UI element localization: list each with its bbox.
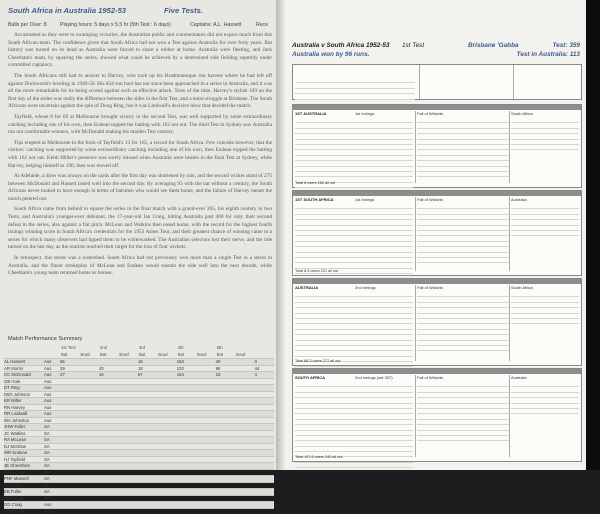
table-cell	[235, 508, 254, 514]
bowling-lines	[511, 204, 579, 236]
table-cell: 4	[255, 372, 274, 379]
table-cell: 18	[138, 365, 157, 372]
table-cell: SA	[44, 450, 60, 457]
playing-hours: Playing hours: 5 days x 5.5 hr (5th Test : 6 days)	[60, 22, 171, 28]
table-cell: AR Morris	[4, 365, 44, 372]
paragraph: Accustomed as they were to swamping victories, the Australian public and commentators did not expect much from this South African team. The confidence given that South Africa had not won a Test against Australia for over forty years. But history was turned on its head as Australia were forced to share a rubber at home. Australia were fleeting, and Jack Cheetham's team, by squaring the series, showed what could be achieved by a determined side fielding superbly under committed captaincy.	[8, 32, 272, 69]
fall-of-wickets-lines	[417, 292, 509, 351]
section-band	[293, 191, 581, 196]
section-band	[293, 369, 581, 374]
table-cell: Aus	[44, 508, 60, 514]
table-cell: 55	[60, 359, 79, 366]
performance-summary-table	[4, 344, 274, 514]
table-cell: SA	[44, 430, 60, 437]
match-info-box	[292, 64, 582, 100]
table-cell: SA	[44, 489, 60, 496]
book-gutter	[276, 0, 286, 470]
captains-continued: Rece	[256, 22, 269, 28]
table-cell: RG Archer	[4, 508, 44, 514]
table-cell: Aus	[44, 378, 60, 385]
table-cell: GB Hole	[4, 378, 44, 385]
table-cell: 67	[138, 372, 157, 379]
subcolumn-header: Bat	[177, 352, 185, 357]
table-cell: 16	[99, 372, 118, 379]
subcolumn-header: Bowl	[197, 352, 207, 357]
table-cell: SA	[44, 437, 60, 444]
subcolumn-header: Bat	[138, 352, 146, 357]
team-innings-title: SOUTH AFRICA	[295, 375, 326, 380]
table-cell	[79, 508, 98, 514]
divider	[419, 65, 420, 99]
innings-label: 1st Innings	[355, 197, 375, 202]
bowling-team-label: Australia	[511, 197, 527, 202]
table-cell: PNF Mansell	[4, 476, 44, 483]
divider	[509, 111, 510, 183]
divider	[415, 197, 416, 271]
table-cell: WA Johnston	[4, 417, 44, 424]
innings-total: Total 88.3 overs 277 all out	[295, 359, 341, 363]
team-innings-title: 1ST AUSTRALIA	[295, 111, 327, 116]
series-format: Five Tests.	[164, 6, 203, 15]
subcolumn-header: Bat	[216, 352, 224, 357]
table-cell: WR Waite	[4, 495, 44, 502]
table-cell: JE Cheetham	[4, 463, 44, 470]
table-cell: Aus	[44, 502, 60, 509]
series-title: South Africa in Australia 1952-53	[8, 6, 127, 15]
table-cell: SA	[44, 482, 60, 489]
table-cell: 163	[177, 359, 196, 366]
right-page	[286, 0, 586, 470]
table-cell	[157, 508, 176, 514]
test-column-header: 5th	[216, 345, 223, 350]
section-band	[293, 279, 581, 284]
header-spacer	[4, 344, 60, 351]
table-cell: 27	[60, 372, 79, 379]
table-cell: DT Ring	[4, 385, 44, 392]
paragraph: In retrospect, this series was a watershed. South Africa had not previously won more than a single Test in a series in Australia, and the fluent strokeplay of McLean and Endean would sustain the side well into the next decade, while Cheetham's young team returned home as heroes.	[8, 255, 272, 277]
fall-of-wickets-label: Fall of Wickets	[417, 111, 444, 116]
table-cell: RR Lindwall	[4, 411, 44, 418]
info-lines	[295, 78, 415, 105]
table-cell	[118, 508, 137, 514]
bowling-team-label: South Africa	[511, 285, 533, 290]
table-cell: JC Watkins	[4, 430, 44, 437]
table-cell: 122	[177, 365, 196, 372]
divider	[415, 285, 416, 361]
book-cover-edge	[586, 0, 600, 470]
table-cell: AR Melle	[4, 482, 44, 489]
divider	[509, 197, 510, 271]
bowling-lines	[511, 118, 579, 150]
table-cell: 154	[177, 372, 196, 379]
table-cell: RN Harvey	[4, 404, 44, 411]
paragraph: The South Africans still had to answer to Harvey, who took up his Bradmanesque run harvest where he had left off against Duckworth's bowling in 1949-50. His 834-run haul has not since been approached in a series in Australia, and it was all the more remarkable for its being scored against such an effective attack. Tests of the time. Harvey's stylish 109 on the first day of the series was really the difference between the sides in the first Test, and a tense struggle at Brisbane. The South Africans were uncertain against the spin of Doug Ring, but it was Lindwall's decisive blow that decided the match.	[8, 72, 272, 110]
venue: Brisbane 'Gabba	[468, 42, 519, 49]
table-cell	[255, 508, 274, 514]
table-cell: DJ McGlew	[4, 443, 44, 450]
table-cell	[196, 508, 215, 514]
divider	[509, 375, 510, 457]
table-cell: SA	[44, 424, 60, 431]
match-conditions	[8, 22, 270, 31]
subcolumn-header: Bat	[99, 352, 107, 357]
subcolumn-header: Bowl	[158, 352, 168, 357]
table-cell: Aus	[44, 404, 60, 411]
subcolumn-header: Bowl	[119, 352, 129, 357]
table-cell: SA	[44, 495, 60, 502]
series-narrative	[8, 32, 272, 281]
innings-label: 2nd Innings (set 337)	[355, 375, 393, 380]
table-cell: WR Endean	[4, 450, 44, 457]
table-cell: 43	[99, 365, 118, 372]
fall-of-wickets-label: Fall of Wickets	[417, 375, 444, 380]
innings-total: Total 107.6 overs 240 all out	[295, 455, 343, 459]
table-cell: SA	[44, 476, 60, 483]
table-cell: JHW Fuller	[4, 424, 44, 431]
table-cell: EB Fuller	[4, 489, 44, 496]
bowling-team-label: Australia	[511, 375, 527, 380]
table-cell: CC McDonald	[4, 372, 44, 379]
table-cell: SA	[44, 443, 60, 450]
scorecard-innings	[292, 278, 582, 366]
paragraph: At Adelaide, a draw was always on the cards after the first day was shortened by rain, and the second wicket stand of 275 between McDonald and Hassett lasted well into the second day. By averaging 93 with the bat without a century, the South Africans never looked to have enough in terms of batsmen who would see them home, and the failure of Harvey meant the match petered out.	[8, 173, 272, 202]
innings-label: 2nd Innings	[355, 285, 376, 290]
table-cell	[60, 508, 79, 514]
fall-of-wickets-lines	[417, 382, 509, 441]
summary-title: Match Performance Summary	[8, 336, 83, 342]
test-column-header: 2nd	[99, 345, 108, 350]
table-cell	[177, 508, 196, 514]
divider	[415, 375, 416, 457]
table-cell: HJ Tayfield	[4, 456, 44, 463]
scorecard-innings	[292, 368, 582, 462]
fall-of-wickets-lines	[417, 204, 509, 263]
table-cell: SA	[44, 463, 60, 470]
table-cell: 0	[255, 359, 274, 366]
match-title: Australia v South Africa 1952-53	[292, 42, 390, 49]
table-cell: 18	[216, 372, 235, 379]
section-band	[293, 105, 581, 110]
divider	[513, 65, 514, 99]
paragraph: South Africa came from behind to square the series in the final match with a grand-ever 205, his eighth century in two Tests, and Australia's younger-ever debutant, the 17-year-old Ian Craig, hitting Australia past 400 for only their second defeat in the series, also against a flat pitch. McLean and Watkins then eased home, with the record for the highest fourth innings winning score in South Africa's credentials for the 1953 Ashes Tour, and their greatest chance of winning came in a series for which many observers had tipped them to be whitewashed. The Australian selectors lost their nerve, and the tide turned on the last day, as the tourists reached their target for the loss of four wickets.	[8, 206, 272, 251]
table-cell: KR Miller	[4, 398, 44, 405]
team-innings-title: AUSTRALIA	[295, 285, 319, 290]
table-cell	[138, 508, 157, 514]
table-cell: Aus	[44, 411, 60, 418]
scorecard-header	[292, 42, 580, 62]
balls-per-over: Balls per Over: 8	[8, 22, 47, 28]
divider	[415, 111, 416, 183]
table-cell: 40	[216, 359, 235, 366]
match-result: Australia won by 96 runs.	[292, 51, 370, 58]
fall-of-wickets-label: Fall of Wickets	[417, 197, 444, 202]
left-page-header	[8, 6, 270, 16]
paragraph: Tips erupted at Melbourne in the form of Tayfield's 13 for 165, a record for South Africa. Few concede however, that the visitors' catching was supported by some extraordinary catching including one of his own, then Endean topped the batting with 162 not out. Keith Miller's presence was sorely missed when Australia were beaten in the final Test at Sydney, while Harvey, helping himself to 190, then was moved off.	[8, 139, 272, 169]
test-number: Test: 359	[552, 42, 580, 49]
test-column-header: 3rd	[138, 345, 146, 350]
table-cell: Aus	[44, 385, 60, 392]
innings-label: 1st Innings	[355, 111, 375, 116]
header-spacer	[4, 351, 60, 359]
captains: Captains: A.L. Hassett	[190, 22, 242, 28]
bowling-lines	[511, 382, 579, 414]
scorecard-innings	[292, 104, 582, 188]
table-cell: SA	[44, 469, 60, 476]
fall-of-wickets-label: Fall of Wickets	[417, 285, 444, 290]
table-cell: Aus	[44, 372, 60, 379]
table-cell: Aus	[44, 365, 60, 372]
innings-total: Total 8.3 overs 221 all out	[295, 269, 339, 273]
test-label: 1st Test	[402, 42, 425, 49]
table-cell: IWG Johnson	[4, 391, 44, 398]
table-cell	[216, 508, 235, 514]
innings-total: Total 8 overs 280 all out	[295, 181, 336, 185]
table-cell: Aus	[44, 359, 60, 366]
table-cell: Aus	[44, 391, 60, 398]
table-cell: KJ Funston	[4, 469, 44, 476]
table-cell: 18	[138, 359, 157, 366]
test-in-country: Test in Australia: 113	[516, 51, 580, 58]
bowling-lines	[511, 292, 579, 324]
bowling-team-label: South Africa	[511, 111, 533, 116]
table-cell: Aus	[44, 417, 60, 424]
team-innings-title: 1ST SOUTH AFRICA	[295, 197, 334, 202]
subcolumn-header: Bat	[61, 352, 68, 357]
table-cell: 29	[60, 365, 79, 372]
table-cell: AL Hassett	[4, 359, 44, 366]
table-cell: 44	[255, 365, 274, 372]
subcolumn-header: Bowl	[80, 352, 90, 357]
table-cell: RA McLean	[4, 437, 44, 444]
table-cell: Aus	[44, 398, 60, 405]
test-column-header: 4th	[177, 345, 184, 350]
fall-of-wickets-lines	[417, 118, 509, 177]
table-cell: 99	[216, 365, 235, 372]
paragraph: Tayfield, whose 8 for 69 at Melbourne brought victory in the second Test, was well supported by some extraordinary catching including one of his own, then Endean topped the batting with 162 not out. The third Test in Sydney saw Australia run out comfortable winners, with McDonald making his maiden Test century.	[8, 113, 272, 136]
table-cell: GD Craig	[4, 502, 44, 509]
subcolumn-header: Bowl	[236, 352, 246, 357]
divider	[509, 285, 510, 361]
test-column-header: 1st Test	[61, 345, 76, 350]
table-row	[4, 508, 274, 514]
scorecard-innings	[292, 190, 582, 276]
table-cell	[99, 508, 118, 514]
left-page	[0, 0, 276, 514]
table-cell: SA	[44, 456, 60, 463]
